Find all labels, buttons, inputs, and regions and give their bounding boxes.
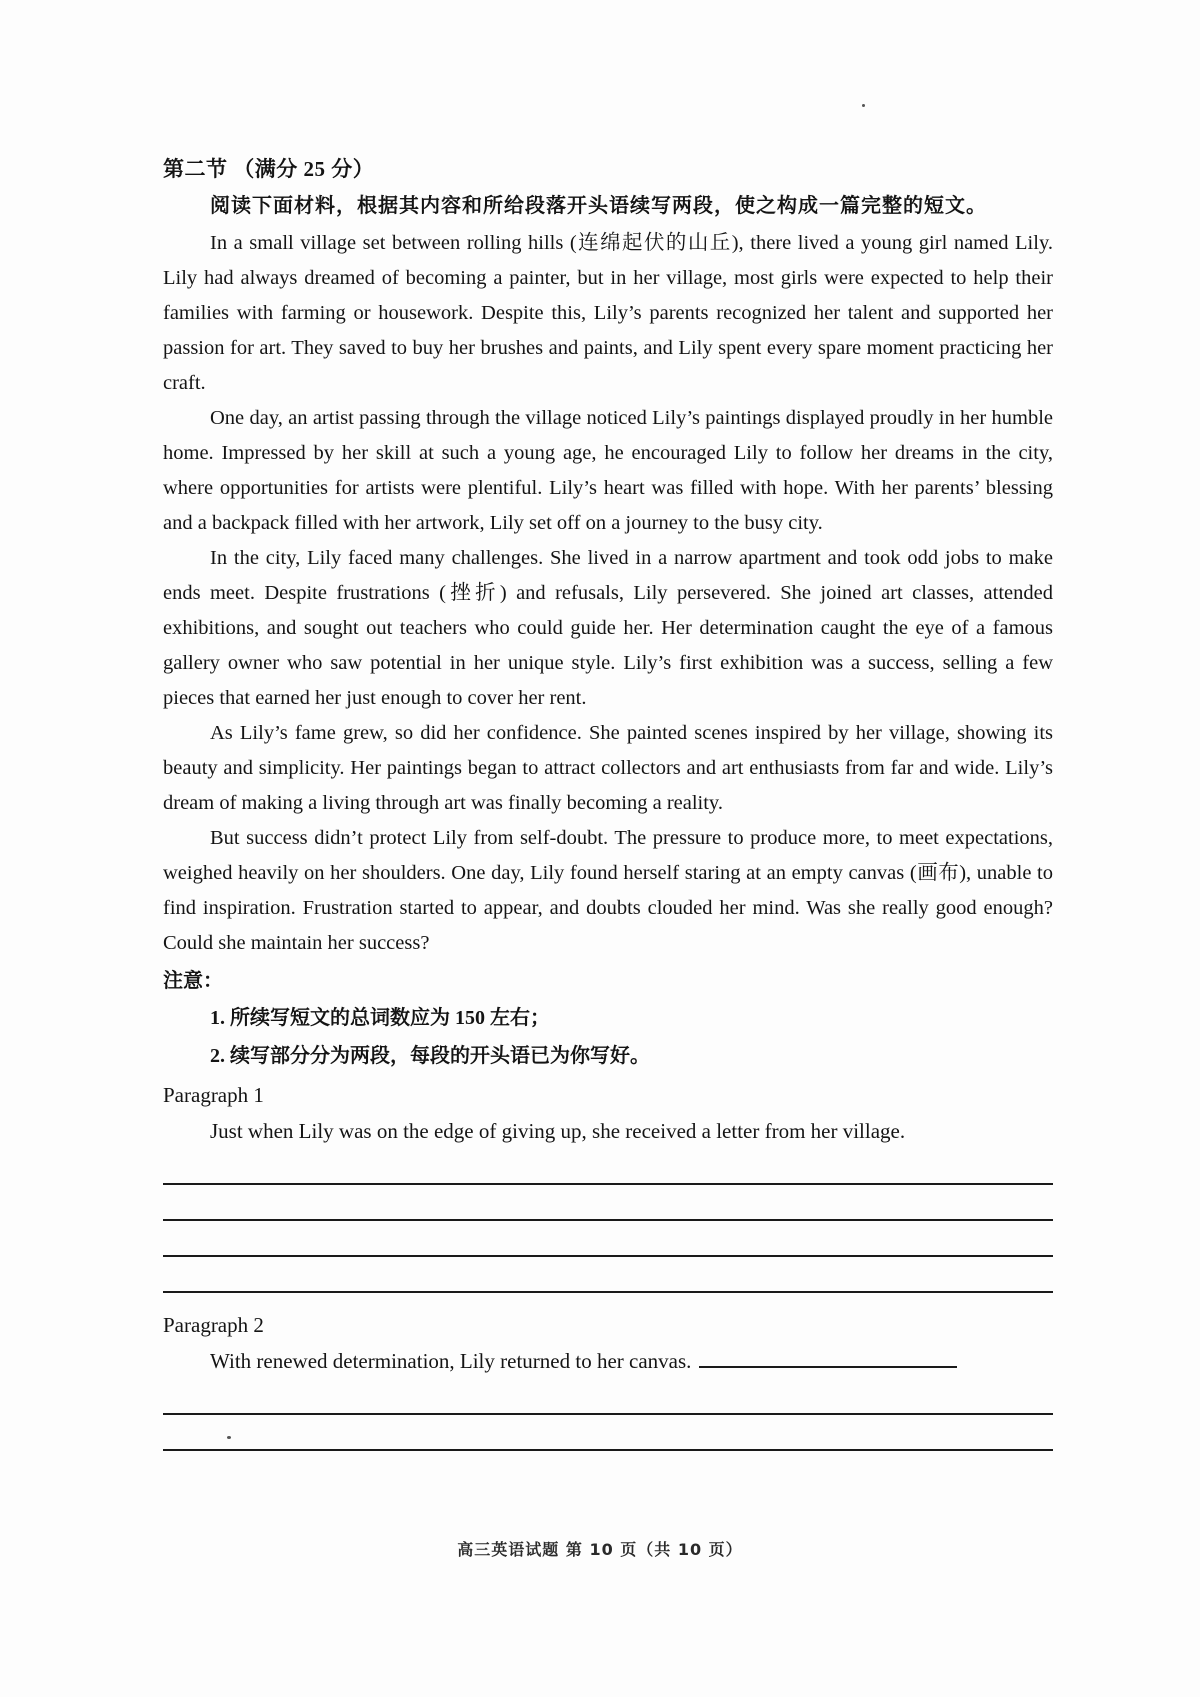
passage-paragraph: But success didn’t protect Lily from self-doubt. The pressure to produce more, to meet expectations, weighed heavily on her shoulders. One day, Lily found herself staring at an empty canvas (画布), unable to find inspiration. Frustration started to appear, and doubts clouded her mind. Was she really good enough? Could she maintain her success? (163, 827, 1053, 954)
passage-paragraph: In the city, Lily faced many challenges. She lived in a narrow apartment and took odd jobs to make ends meet. Despite frustrations (挫折) and refusals, Lily persevered. She joined art classes, attended exhibitions, and sought out teachers who could guide her. Her determination caught the eye of a famous gallery owner who saw potential in her unique style. Lily’s first exhibition was a success, selling a few pieces that earned her just enough to cover her rent. (163, 547, 1053, 709)
note-item: 2. 续写部分分为两段，每段的开头语已为你写好。 (210, 1045, 650, 1067)
section-title: 第二节 （满分 25 分） (163, 157, 375, 181)
answer-line[interactable] (163, 1257, 1053, 1293)
page-footer: 高三英语试题 第 10 页（共 10 页） (457, 1540, 743, 1559)
paragraph-2-opening-row (163, 1343, 1053, 1379)
answer-line[interactable] (163, 1221, 1053, 1257)
section-instruction: 阅读下面材料，根据其内容和所给段落开头语续写两段，使之构成一篇完整的短文。 (210, 195, 987, 217)
paragraph-1-label: Paragraph 1 (163, 1083, 264, 1107)
note-item: 1. 所续写短文的总词数应为 150 左右； (210, 1007, 550, 1029)
passage-paragraph: One day, an artist passing through the village noticed Lily’s paintings displayed proudly in her humble home. Impressed by her skill at such a young age, he encouraged Lily to follow her dreams in the city, where opportunities for artists were plentiful. Lily’s heart was filled with hope. With her parents’ blessing and a backpack filled with her artwork, Lily set off on a journey to the busy city. (163, 407, 1053, 534)
notes-label: 注意： (163, 970, 223, 992)
paragraph-2-answer-area[interactable] (163, 1379, 1053, 1451)
scan-speck (862, 104, 865, 107)
answer-line[interactable] (163, 1415, 1053, 1451)
reading-passage (163, 226, 1053, 961)
answer-line[interactable] (163, 1379, 1053, 1415)
paragraph-2-label: Paragraph 2 (163, 1313, 264, 1337)
answer-line[interactable] (163, 1149, 1053, 1185)
paragraph-1-opening: Just when Lily was on the edge of giving up, she received a letter from her village. (210, 1119, 906, 1143)
paragraph-2-opening: With renewed determination, Lily returned to her canvas. (210, 1349, 692, 1373)
paragraph-1-answer-area[interactable] (163, 1149, 1053, 1293)
exam-content (163, 150, 1053, 1451)
answer-line-inline[interactable] (699, 1346, 957, 1368)
passage-paragraph: In a small village set between rolling hills (连绵起伏的山丘), there lived a young girl named Lily. Lily had always dreamed of becoming a painter, but in her village, most girls were expected to help their families with farming or housework. Despite this, Lily’s parents recognized her talent and supported her passion for art. They saved to buy her brushes and paints, and Lily spent every spare moment practicing her craft. (163, 232, 1053, 394)
passage-paragraph: As Lily’s fame grew, so did her confidence. She painted scenes inspired by her village, showing its beauty and simplicity. Her paintings began to attract collectors and art enthusiasts from far and wide. Lily’s dream of making a living through art was finally becoming a reality. (163, 722, 1053, 814)
answer-line[interactable] (163, 1185, 1053, 1221)
